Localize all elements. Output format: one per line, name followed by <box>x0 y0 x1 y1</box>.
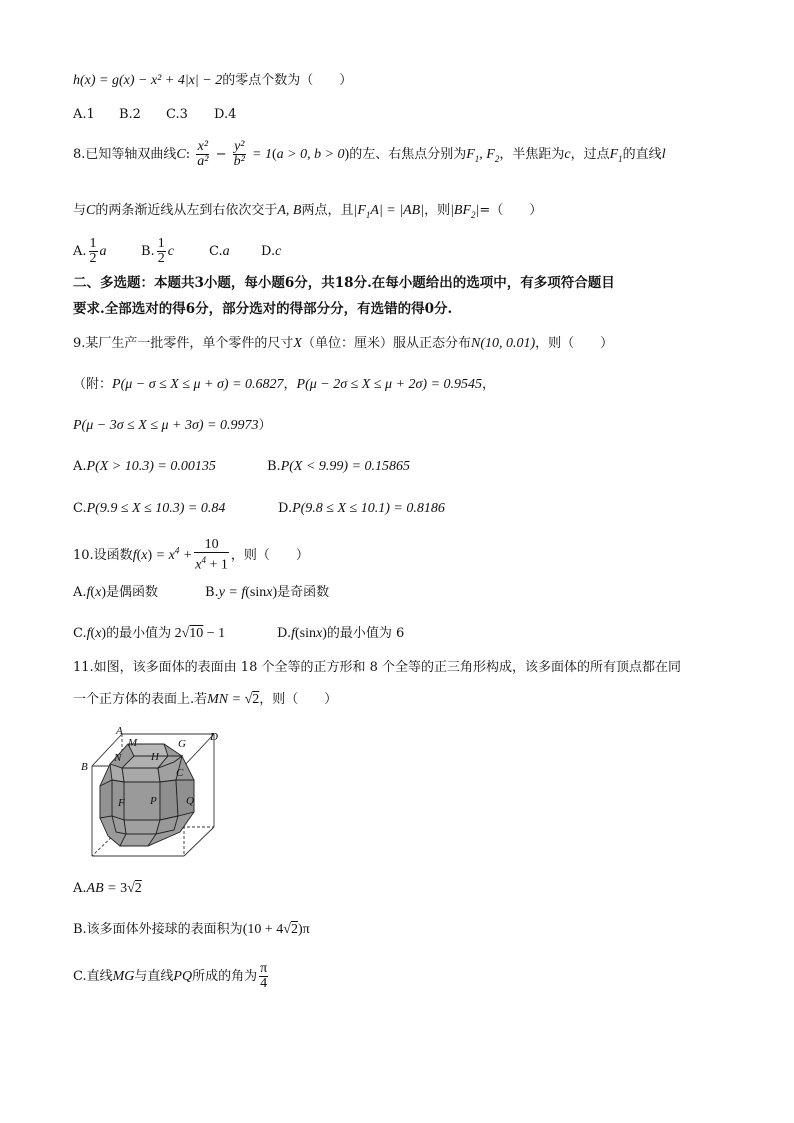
q8-equality: $|F_1A| = |AB|$ <box>353 203 425 220</box>
figure-label-q: Q <box>186 795 194 807</box>
section-2-heading-line1: 二、多选题：本题共3小题，每小题6分，共18分.在每小题给出的选项中，有多项符合题目 <box>73 275 615 291</box>
q7-expression: h(x) = g(x) − x² + 4|x| − 2 <box>73 73 223 88</box>
figure-label-m: M <box>128 737 138 749</box>
q11-line2: 一个正方体的表面上.若 <box>73 692 208 707</box>
figure-label-g: G <box>178 738 186 750</box>
q8-text-c: ，过点 <box>570 147 610 162</box>
figure-label-b: B <box>81 761 88 773</box>
q10-option-c[interactable]: C.f(x)的最小值为 2√10 − 1 <box>73 626 226 641</box>
q9-mid: （单位：厘米）服从正态分布 <box>301 336 471 351</box>
figure-label-f: F <box>118 797 125 809</box>
q11-option-b[interactable]: B.该多面体外接球的表面积为(10 + 4√2)π <box>73 922 310 937</box>
fraction-x2-a2: $\frac{\text{x²}}{\text{a²}}$ <box>197 139 209 169</box>
polyhedron-face <box>122 768 160 782</box>
section-2-heading-line2: 要求.全部选对的得6分，部分选对的得部分分，有选错的得0分. <box>73 301 453 317</box>
q9-prefix: 9.某厂生产一批零件，单个零件的尺寸 <box>73 336 294 351</box>
q9-note-p3: P(μ − 3σ ≤ X ≤ μ + 3σ) = 0.9973 <box>73 418 259 433</box>
q9-option-c[interactable]: C.P(9.9 ≤ X ≤ 10.3) = 0.84 <box>73 501 226 516</box>
q9-distribution: N(10, 0.01) <box>470 336 536 351</box>
q11-stem-line2: 一个正方体的表面上.若MN = √2，则（ ） <box>73 692 338 707</box>
figure-label-p: P <box>150 795 157 807</box>
q9-note-suffix: ） <box>258 418 272 433</box>
q8-line2-d: ，则 <box>424 203 451 218</box>
figure-label-d: D <box>210 731 218 743</box>
figure-label-h: H <box>151 751 159 763</box>
q8-line2-c: 两点，且 <box>301 203 354 218</box>
q7-option-c[interactable]: C.3 <box>166 107 188 122</box>
q8-options <box>73 237 281 266</box>
q9-note-p2: P(μ − 2σ ≤ X ≤ μ + 2σ) = 0.9545 <box>296 377 483 392</box>
q8-text-b: ，半焦距为 <box>499 147 565 162</box>
fraction-y2-b2: $\frac{\text{y²}}{\text{b²}}$ <box>233 139 245 169</box>
figure-label-a: A <box>116 725 123 737</box>
q10-prefix: 10.设函数 <box>73 547 133 563</box>
q8-condition: = 1(a > 0, b > 0) <box>252 147 350 162</box>
q10-options-cd <box>73 625 404 643</box>
q7-stem-line <box>73 72 352 90</box>
q8-text-d: 的直线 <box>622 147 662 162</box>
q9-note-p1: P(μ − σ ≤ X ≤ μ + σ) = 0.6827 <box>112 377 284 392</box>
q10-fraction: $\frac{10}{x^4 + 1}$ <box>195 537 228 573</box>
q8-option-c[interactable]: C.a <box>209 244 230 259</box>
q7-option-d[interactable]: D.4 <box>214 107 237 122</box>
q8-line2-e: =（ ） <box>479 203 543 218</box>
q9-stem: 9.某厂生产一批零件，单个零件的尺寸X（单位：厘米）服从正态分布N(10, 0.01)，则（ ） <box>73 336 614 351</box>
q9-note-prefix: （附： <box>73 377 113 392</box>
q8-line2-b: 的两条渐近线从左到右依次交于 <box>95 203 278 218</box>
q10-stem: 10.设函数$f(x) = x^4$ + $\frac{10}{x^4 + 1}$ ，则（ ） <box>73 537 309 573</box>
q9-option-a[interactable]: A.P(X > 10.3) = 0.00135 <box>73 459 216 474</box>
q9-options-cd <box>73 500 445 518</box>
q11-line2-end: ，则（ ） <box>259 692 338 707</box>
q8-option-b[interactable]: B. $\frac{1}{2}$ c <box>141 236 174 266</box>
cube-edge <box>184 827 214 856</box>
q10-option-a[interactable]: A.f(x)是偶函数 <box>73 585 158 600</box>
q9-note-line2 <box>73 417 272 435</box>
polyhedron-face <box>100 780 112 818</box>
q10-options-ab <box>73 584 329 602</box>
polyhedron-figure <box>78 722 228 862</box>
q8-text-a: 的左、右焦点分别为 <box>349 147 467 162</box>
q10-option-d[interactable]: D.f(sinx)的最小值为 6 <box>277 626 405 641</box>
figure-label-n: N <box>114 752 122 764</box>
q8-prefix: 8.已知等轴双曲线 <box>73 147 177 162</box>
q8-option-d[interactable]: D.c <box>261 244 282 259</box>
q10-option-b[interactable]: B.y = f(sinx)是奇函数 <box>205 585 330 600</box>
q11-stem-line1: 11.如图，该多面体的表面由 18 个全等的正方形和 8 个全等的正三角形构成，该多面体的所有顶点都在同 <box>73 660 682 675</box>
polyhedron-face <box>124 820 160 834</box>
q7-stem-text: 的零点个数为（ ） <box>222 73 353 88</box>
fraction-pi-4: $\frac{\pi}{4}$ <box>260 961 268 991</box>
q8-stem-line1: 8.已知等轴双曲线C: $\frac{\text{x²}}{\text{a²}}$ − $\frac{\text{y²}}{\text{b²}}$ = 1(a > 0, b > 0)的左、右焦点分别为$F_1$, $F_2$，半焦距为c，过点$F_1$的直线l <box>73 139 666 169</box>
q8-stem-line2: 与C的两条渐近线从左到右依次交于A, B两点，且$|F_1A| = |AB|$，则$|BF_2|=$（ ） <box>73 203 543 220</box>
q7-options <box>73 106 236 124</box>
q9-note-line1: （附：P(μ − σ ≤ X ≤ μ + σ) = 0.6827，P(μ − 2σ ≤ X ≤ μ + 2σ) = 0.9545， <box>73 377 496 392</box>
q11-option-a[interactable]: A.AB = 3√2 <box>73 881 142 896</box>
q8-curve-c: C <box>176 147 186 162</box>
polyhedron-face <box>160 780 178 820</box>
q7-option-b[interactable]: B.2 <box>119 107 141 122</box>
q8-target: $|BF_2|$ <box>450 203 480 220</box>
q8-option-a[interactable]: A. $\frac{1}{2}$ a <box>73 236 107 266</box>
q7-option-a[interactable]: A.1 <box>73 107 95 122</box>
figure-label-c: C <box>176 767 184 779</box>
q8-line2-a: 与 <box>73 203 87 218</box>
q10-suffix: ，则（ ） <box>230 547 309 563</box>
q9-options-ab <box>73 458 410 476</box>
q9-option-b[interactable]: B.P(X < 9.99) = 0.15865 <box>267 459 411 474</box>
q9-option-d[interactable]: D.P(9.8 ≤ X ≤ 10.1) = 0.8186 <box>278 501 445 516</box>
q9-suffix: ，则（ ） <box>535 336 614 351</box>
q11-option-c[interactable]: C.直线MG与直线PQ所成的角为 $\frac{\pi}{4}$ <box>73 961 268 991</box>
